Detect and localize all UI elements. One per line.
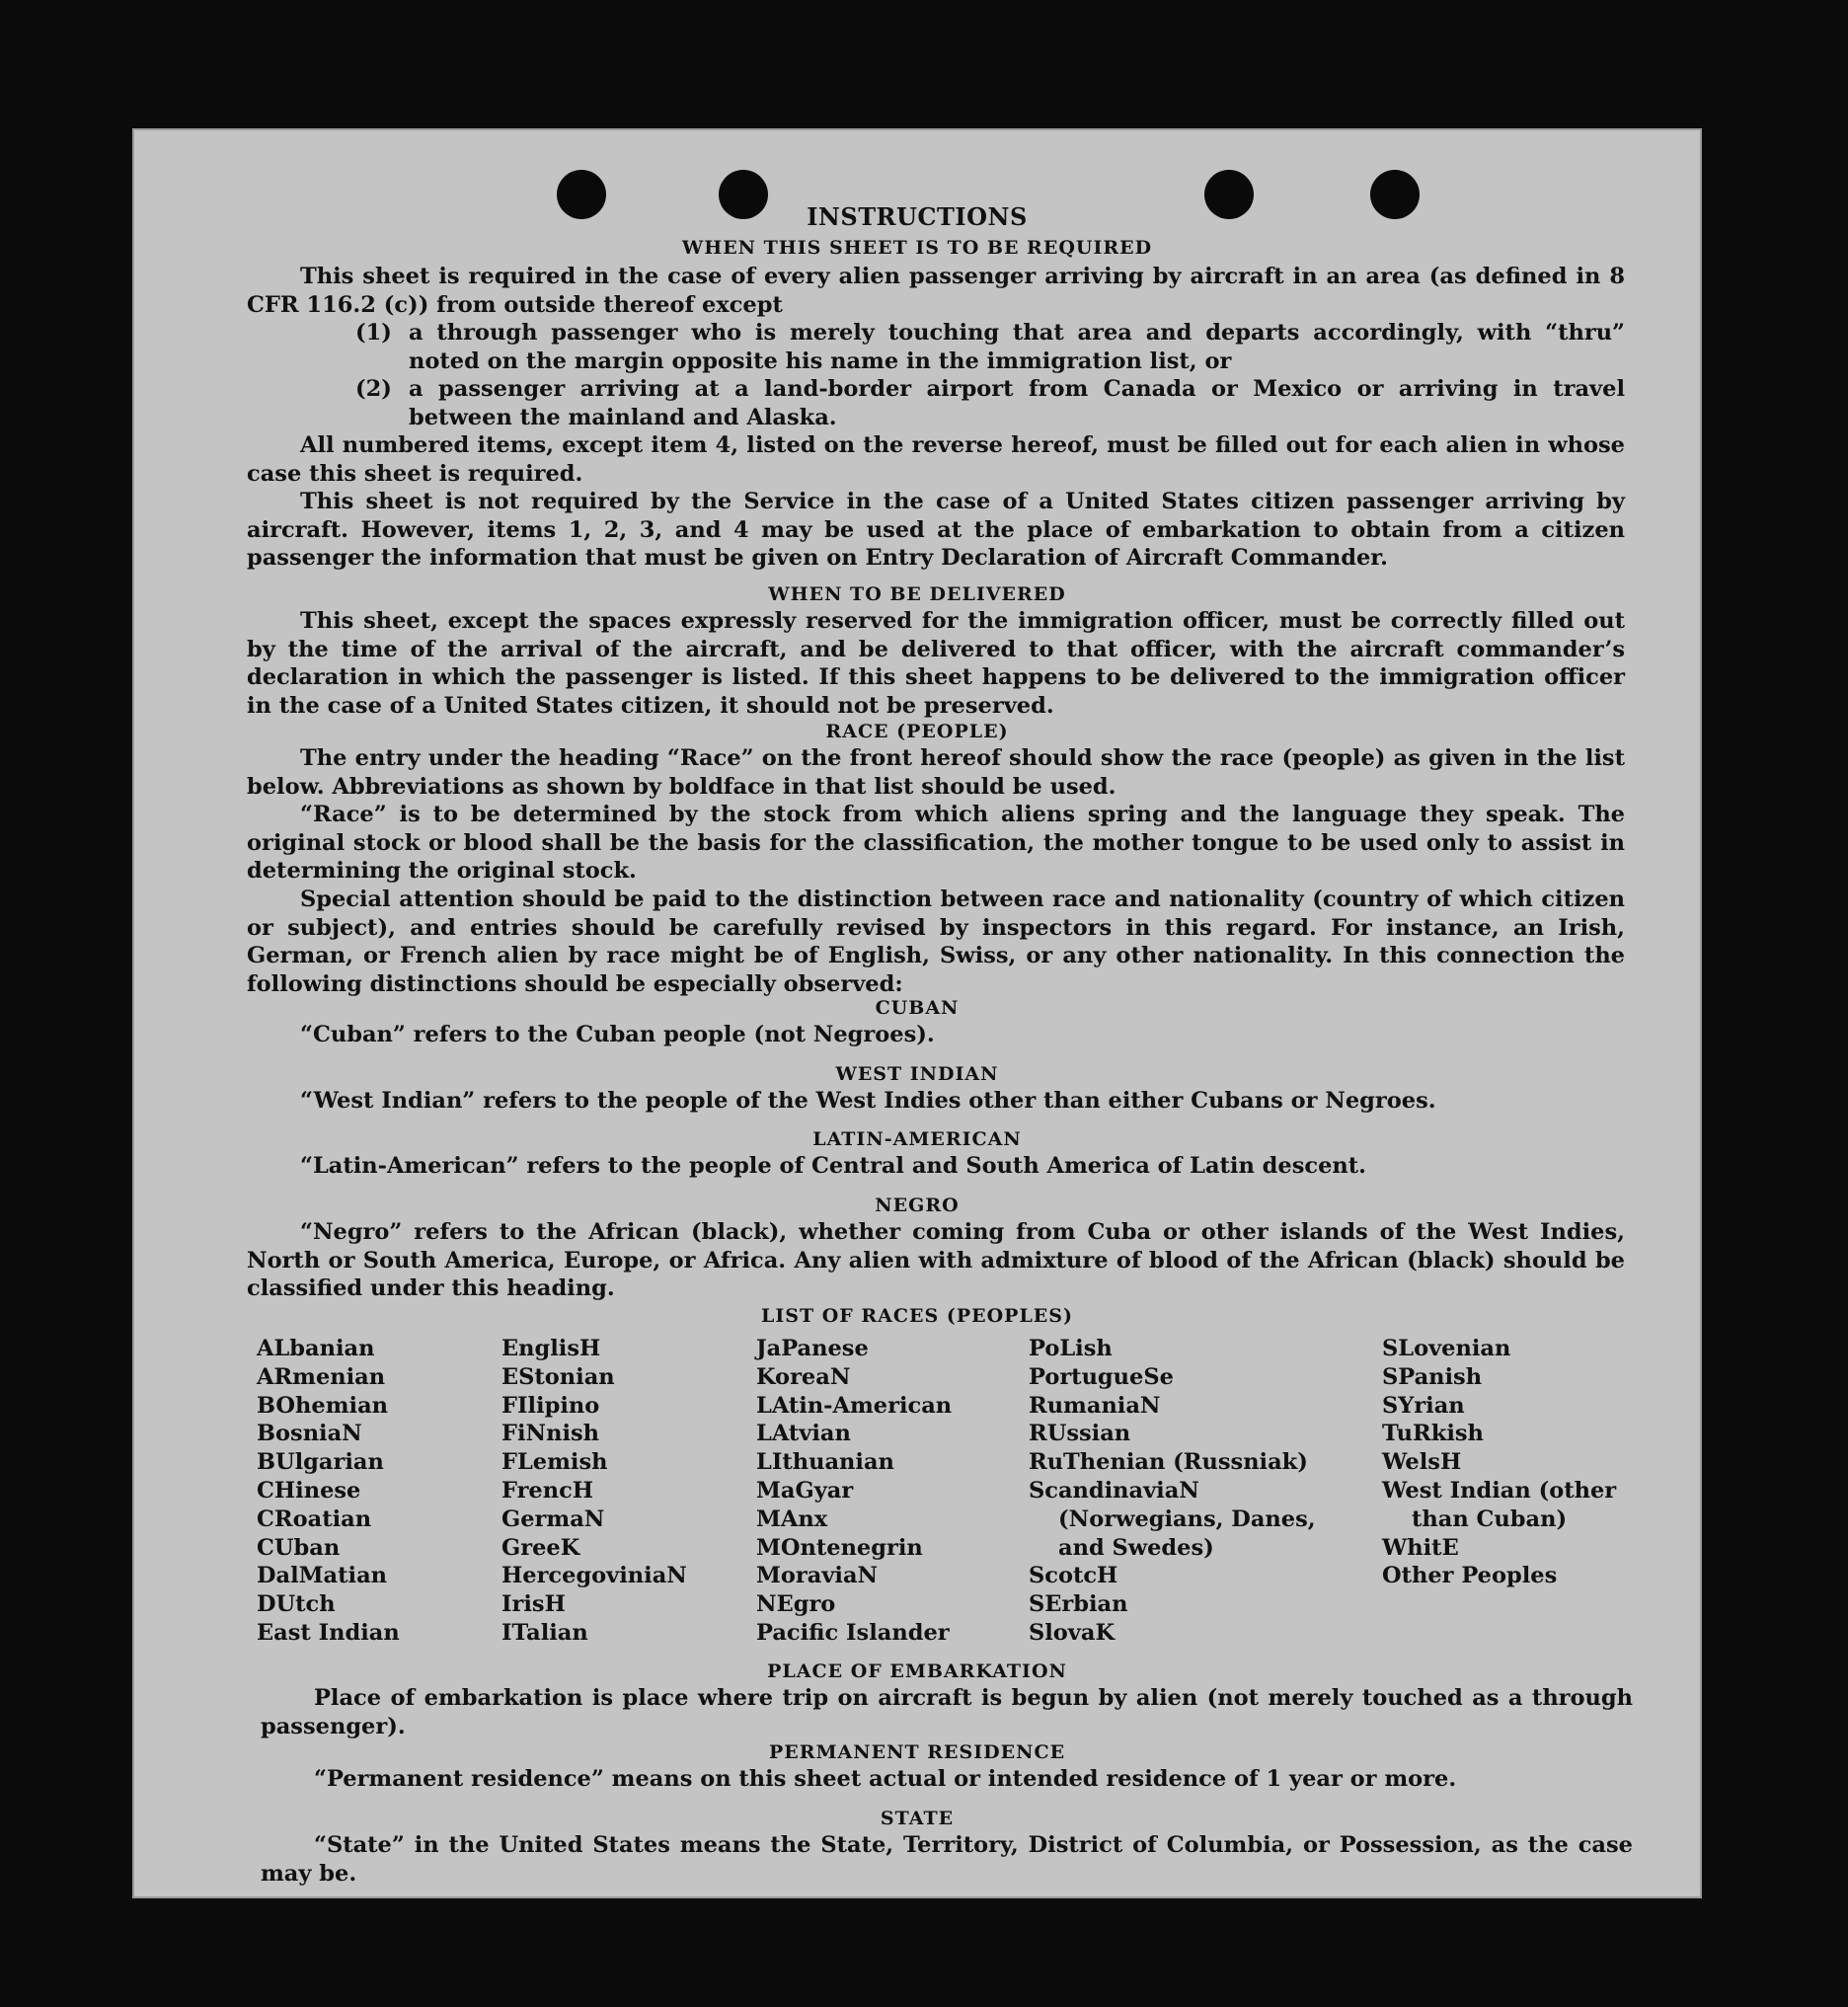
heading-latin-american: LATIN-AMERICAN [812, 1128, 1022, 1150]
heading-state: STATE [880, 1808, 955, 1829]
race-entry: LIthuanian [756, 1449, 894, 1476]
heading-permanent-residence: PERMANENT RESIDENCE [768, 1741, 1066, 1763]
para-race-2: “Race” is to be determined by the stock from which aliens spring and the language they speak. The original stock or blood shall be the basis for the classification, the mother tongue to be used only to assist in determining the original stock. [247, 802, 1625, 885]
list-item-1 [355, 319, 1625, 375]
document-sheet [132, 128, 1702, 1898]
para-race-1: The entry under the heading “Race” on the front hereof should show the race (people) as given in the list below. Abbreviations as shown by boldface in that list should be used. [247, 745, 1625, 800]
para-place-of-embarkation: Place of embarkation is place where trip on aircraft is begun by alien (not merely touched as a through passenger). [261, 1685, 1633, 1739]
race-entry: FrencH [501, 1477, 594, 1504]
heading-negro: NEGRO [875, 1195, 960, 1216]
heading-place-of-embarkation: PLACE OF EMBARKATION [767, 1660, 1067, 1682]
item-number: (2) [355, 376, 392, 402]
race-entry: MOntenegrin [756, 1534, 923, 1561]
race-entry: TuRkish [1382, 1421, 1484, 1447]
item-text: a passenger arriving at a land-border airport from Canada or Mexico or arriving in travel between the mainland and Alaska. [409, 376, 1625, 430]
race-entry: Other Peoples [1382, 1563, 1558, 1589]
race-entry: ITalian [501, 1619, 588, 1646]
heading-race: RACE (PEOPLE) [825, 721, 1009, 742]
para-negro: “Negro” refers to the African (black), whether coming from Cuba or other islands of the West Indies, North or South America, Europe, or Africa. Any alien with admixture of blood of the African (black) should be classified under this heading. [247, 1219, 1625, 1302]
race-entry: WelsH [1382, 1449, 1462, 1476]
item-number: (1) [355, 320, 392, 346]
para-west-indian: “West Indian” refers to the people of the West Indies other than either Cubans or Negroes. [300, 1088, 1436, 1114]
race-entry: LAtvian [756, 1421, 851, 1447]
para-latin-american: “Latin-American” refers to the people of Central and South America of Latin descent. [300, 1153, 1366, 1179]
race-entry: GermaN [501, 1505, 605, 1532]
list-item-2 [355, 375, 1625, 431]
heading-cuban: CUBAN [875, 997, 960, 1019]
race-entry: ALbanian [257, 1336, 375, 1361]
race-entry: SLovenian [1382, 1336, 1511, 1361]
races-column-1 [257, 1335, 494, 1648]
race-entry: CUban [257, 1534, 341, 1561]
heading-when-delivered: WHEN TO BE DELIVERED [768, 583, 1066, 605]
race-entry: RuThenian (Russniak) [1029, 1449, 1308, 1476]
race-entry: DalMatian [257, 1563, 388, 1589]
race-entry: DUtch [257, 1591, 336, 1618]
race-entry: FiNnish [501, 1421, 600, 1447]
race-entry: NEgro [756, 1591, 836, 1618]
race-entry: EnglisH [501, 1336, 601, 1361]
race-entry: CHinese [257, 1477, 361, 1504]
race-entry: JaPanese [756, 1336, 869, 1361]
race-entry: ScotcH [1029, 1563, 1118, 1589]
race-entry: BUlgarian [257, 1449, 384, 1476]
heading-west-indian: WEST INDIAN [835, 1063, 999, 1085]
race-entry: BosniaN [257, 1421, 362, 1447]
para-when-delivered: This sheet, except the spaces expressly reserved for the immigration officer, must be correctly filled out by the time of the arrival of the aircraft, and be delivered to that officer, with the aircraft commander’s declaration in which the passenger is listed. If this sheet happens to be delivered to the immigration officer in the case of a United States citizen, it should not be preserved. [247, 608, 1625, 719]
race-entry: KoreaN [756, 1363, 851, 1390]
race-entry: EStonian [501, 1363, 615, 1390]
race-entry: ScandinaviaN (Norwegians, Danes, and Swedes) [1029, 1477, 1316, 1561]
race-entry: MAnx [756, 1505, 828, 1532]
race-entry: SlovaK [1029, 1619, 1116, 1646]
para-race-3: Special attention should be paid to the distinction between race and nationality (country of which citizen or subject), and entries should be carefully revised by inspectors in this regard. For instance, an Irish, German, or French alien by race might be of English, Swiss, or any other nationality. In this connection the following distinctions should be especially observed: [247, 887, 1625, 997]
race-entry: SErbian [1029, 1591, 1128, 1618]
para-when-required-intro: This sheet is required in the case of every alien passenger arriving by aircraft in an area (as defined in 8 CFR 116.2 (c)) from outside thereof except [247, 264, 1625, 318]
page-title: INSTRUCTIONS [807, 202, 1028, 231]
para-numbered-items: All numbered items, except item 4, listed on the reverse hereof, must be filled out for each alien in whose case this sheet is required. [247, 432, 1625, 487]
para-citizen: This sheet is not required by the Service in the case of a United States citizen passenger arriving by aircraft. However, items 1, 2, 3, and 4 may be used at the place of embarkation to obtain from a citizen passenger the information that must be given on Entry Declaration of Aircraft Commander. [247, 489, 1625, 572]
item-text: a through passenger who is merely touching that area and departs accordingly, with “thru” noted on the margin opposite his name in the immigration list, or [409, 320, 1625, 374]
race-entry: SYrian [1382, 1392, 1465, 1419]
race-entry: MoraviaN [756, 1563, 879, 1589]
races-column-5 [1382, 1335, 1635, 1590]
heading-when-required: WHEN THIS SHEET IS TO BE REQUIRED [681, 237, 1153, 259]
race-entry: MaGyar [756, 1477, 854, 1504]
race-entry: LAtin-American [756, 1392, 953, 1419]
races-column-2 [501, 1335, 748, 1648]
races-column-4 [1029, 1335, 1325, 1648]
races-column-3 [756, 1335, 1023, 1648]
race-entry: BOhemian [257, 1392, 389, 1419]
race-entry: East Indian [257, 1619, 400, 1646]
race-entry: IrisH [501, 1591, 566, 1618]
race-entry: FLemish [501, 1449, 608, 1476]
race-entry: WhitE [1382, 1534, 1459, 1561]
race-entry: West Indian (other than Cuban) [1382, 1477, 1617, 1532]
para-state: “State” in the United States means the State, Territory, District of Columbia, or Possession, as the case may be. [261, 1832, 1633, 1887]
heading-list-of-races: LIST OF RACES (PEOPLES) [761, 1305, 1073, 1327]
race-entry: PoLish [1029, 1336, 1113, 1361]
race-entry: SPanish [1382, 1363, 1483, 1390]
race-entry: PortugueSe [1029, 1363, 1174, 1390]
race-entry: HercegoviniaN [501, 1563, 687, 1589]
race-entry: RUssian [1029, 1421, 1131, 1447]
race-entry: CRoatian [257, 1505, 372, 1532]
para-permanent-residence: “Permanent residence” means on this sheet actual or intended residence of 1 year or more. [314, 1766, 1457, 1792]
race-entry: GreeK [501, 1534, 580, 1561]
race-entry: Pacific Islander [756, 1619, 950, 1646]
race-entry: FIlipino [501, 1392, 600, 1419]
race-entry: ARmenian [257, 1363, 386, 1390]
para-cuban: “Cuban” refers to the Cuban people (not Negroes). [300, 1022, 935, 1047]
race-entry: RumaniaN [1029, 1392, 1161, 1419]
